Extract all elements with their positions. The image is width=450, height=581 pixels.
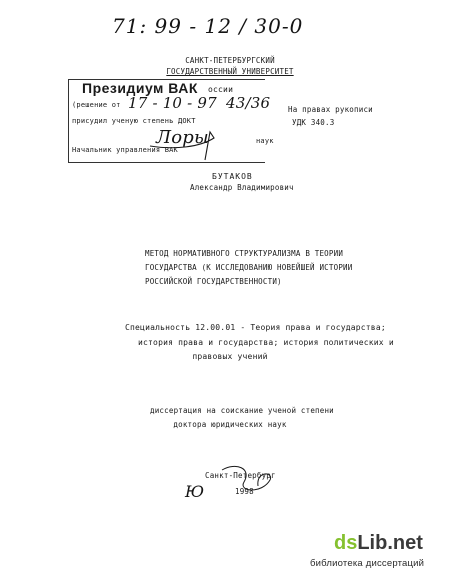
degree-line-1: диссертация на соискание ученой степени [150, 406, 334, 415]
degree-line-2: доктора юридических наук [173, 420, 287, 429]
dslib-logo[interactable] [334, 532, 423, 555]
manuscript-rights: На правах рукописи [288, 105, 373, 114]
dslib-tagline: библиотека диссертаций [310, 558, 425, 569]
stamp-title-extra: оссии [208, 85, 234, 94]
stamp-degree-label: присудил ученую степень ДОКТ [72, 117, 196, 125]
logo-ds: ds [334, 532, 358, 554]
author-name: Александр Владимирович [190, 183, 294, 192]
stamp-sciences-label: наук [256, 137, 274, 145]
dissertation-title-line-3: РОССИЙСКОЙ ГОСУДАРСТВЕННОСТИ) [145, 277, 282, 286]
stamp-decision-label: (решение от [72, 101, 121, 109]
specialty-line-1: Специальность 12.00.01 - Теория права и государства; [125, 323, 386, 332]
university-line-2: ГОСУДАРСТВЕННЫЙ УНИВЕРСИТЕТ [166, 67, 294, 76]
specialty-line-2: история права и государства; история политических и [138, 338, 394, 347]
stamp-signature: Лоры [156, 127, 209, 148]
year: 1998 [235, 487, 254, 496]
logo-lib: Lib [357, 532, 388, 554]
stamp-date: 17 - 10 - 97 [128, 94, 217, 112]
dissertation-title-line-1: МЕТОД НОРМАТИВНОГО СТРУКТУРАЛИЗМА В ТЕОРИИ [145, 249, 344, 258]
author-surname: БУТАКОВ [212, 172, 253, 181]
logo-net: .net [387, 532, 423, 554]
stamp-head-label: Начальник управления ВАК [72, 146, 178, 154]
margin-signature: Ю [185, 482, 205, 501]
city: Санкт-Петербург [205, 471, 276, 480]
handwritten-code: 71: 99 - 12 / 30-0 [112, 14, 304, 38]
specialty-line-3: правовых учений [192, 352, 268, 361]
dissertation-title-line-2: ГОСУДАРСТВА (К ИССЛЕДОВАНИЮ НОВЕЙШЕЙ ИСТОРИИ [145, 263, 353, 272]
university-line-1: САНКТ-ПЕТЕРБУРГСКИЙ [185, 56, 275, 65]
stamp-title: Президиум ВАК [82, 80, 198, 96]
udk-code: УДК 340.3 [292, 118, 335, 127]
stamp-number: 43/36 [226, 94, 271, 112]
